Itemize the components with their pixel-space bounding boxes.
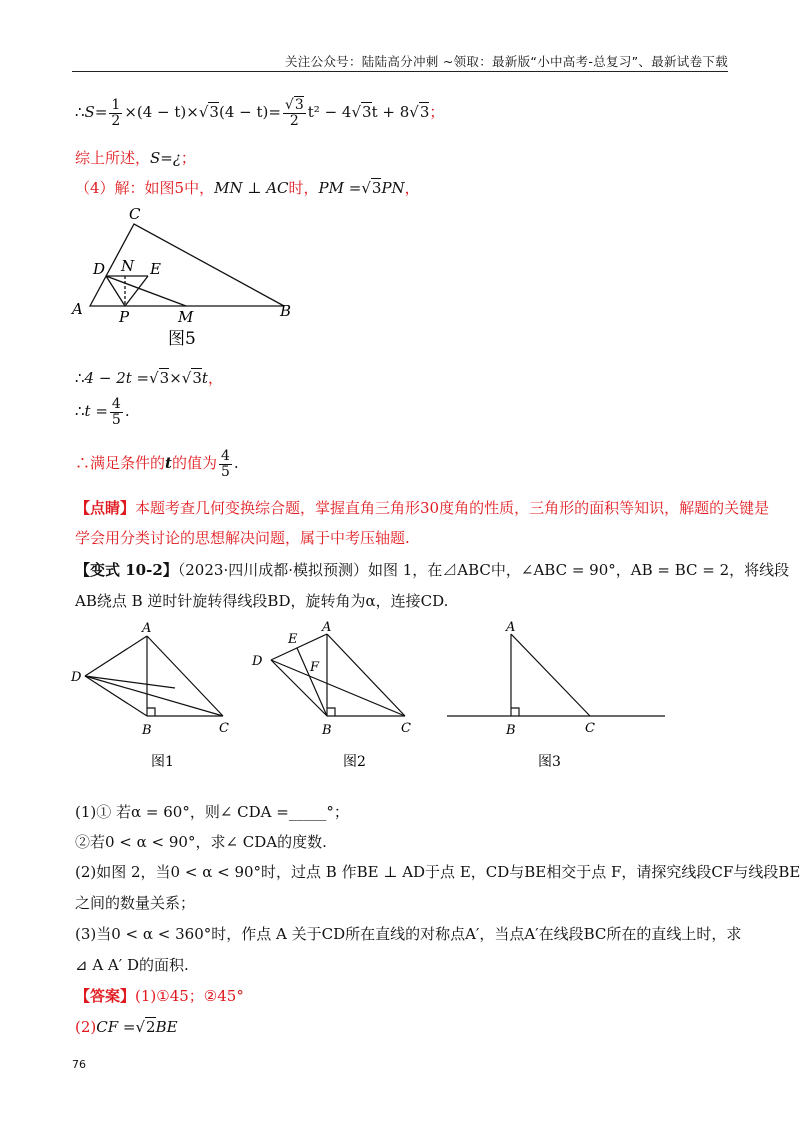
fraction-numerator: √3 bbox=[284, 97, 304, 113]
part4-line: （4）解：如图5中，MN ⊥ AC时，PM =√3PN， bbox=[75, 179, 420, 197]
label-e: E bbox=[150, 260, 161, 278]
fig3-label-a: A bbox=[506, 620, 516, 635]
page-header: 关注公众号：陆陆高分冲刺 ~领取：最新版“小中高考-总复习”、最新试卷下载 bbox=[284, 54, 728, 69]
question-2a: (2)如图 2，当0 < α < 90°时，过点 B 作BE ⊥ AD于点 E，CD与BE相交于点 F，请探究线段CF与线段BE bbox=[75, 863, 800, 881]
equation-line-1: ∴4 − 2t =√3×√3t， bbox=[75, 369, 223, 387]
s-formula-lead: S= bbox=[84, 103, 108, 122]
summary-end: ； bbox=[180, 149, 196, 167]
summary-line bbox=[75, 147, 196, 168]
fig2-label-b: B bbox=[322, 723, 332, 738]
s-part3: t² − 4 bbox=[307, 103, 352, 122]
problem-line-2: AB绕点 B 逆时针旋转得线段BD，旋转角为α，连接CD. bbox=[75, 592, 449, 610]
part4-mid: 时， bbox=[288, 179, 319, 197]
figure-1-lines bbox=[85, 636, 223, 716]
fig3-label-b: B bbox=[506, 723, 516, 738]
conclusion-lead: ∴满足条件的 bbox=[75, 454, 166, 473]
segment-dm bbox=[106, 276, 186, 306]
label-d: D bbox=[93, 260, 106, 278]
eq1-end: ， bbox=[207, 369, 223, 387]
sqrt-radicand: 3 bbox=[192, 369, 202, 387]
answer-tag: 【答案】 bbox=[75, 987, 136, 1005]
header-rule bbox=[72, 71, 728, 72]
label-p: P bbox=[119, 308, 130, 326]
comment-tag: 【点睛】 bbox=[75, 499, 136, 517]
answer-expr-a: CF = bbox=[96, 1018, 136, 1036]
fraction-numerator: 4 bbox=[220, 448, 230, 464]
question-1b: ②若0 < α < 90°，求∠ CDA的度数. bbox=[75, 833, 327, 851]
question-1a: (1)① 若α = 60°，则∠ CDA =_____°； bbox=[75, 803, 349, 821]
fraction-denominator: 2 bbox=[289, 112, 299, 129]
therefore-symbol: ∴ bbox=[75, 103, 85, 122]
label-b: B bbox=[280, 302, 292, 320]
therefore-symbol: ∴ bbox=[75, 369, 85, 387]
s-part4: t + 8 bbox=[371, 103, 410, 122]
fig2-label-d: D bbox=[252, 654, 263, 669]
t-end: . bbox=[124, 402, 130, 421]
label-n: N bbox=[121, 257, 135, 275]
part4-label: （4）解：如图5中， bbox=[75, 179, 215, 197]
figures-1-3 bbox=[65, 618, 685, 778]
conclusion-mid: 的值为 bbox=[171, 454, 217, 473]
fig1-caption: 图1 bbox=[151, 754, 174, 770]
sqrt-radicand: 3 bbox=[209, 103, 219, 122]
s-part2: (4 − t)= bbox=[218, 103, 281, 122]
part4-expr2-b: PN bbox=[381, 179, 405, 197]
conclusion-line bbox=[75, 449, 239, 479]
answer-part-2-lead: (2) bbox=[75, 1018, 97, 1036]
page-number: 76 bbox=[72, 1058, 86, 1071]
question-3b: ⊿ A A′ D的面积. bbox=[75, 956, 189, 974]
fig2-label-a: A bbox=[322, 620, 332, 635]
sqrt-radicand: 3 bbox=[371, 179, 382, 197]
figure-5-caption: 图5 bbox=[168, 329, 196, 349]
fig3-label-c: C bbox=[585, 721, 595, 736]
fig3-caption: 图3 bbox=[538, 754, 561, 770]
comment-text: 本题考查几何变换综合题，掌握直角三角形30度角的性质，三角形的面积等知识，解题的关键是 bbox=[135, 499, 770, 517]
part4-expr2-a: PM = bbox=[318, 179, 362, 197]
sqrt-radicand: 3 bbox=[294, 97, 304, 113]
comment-line-1 bbox=[75, 494, 769, 523]
eq1-times: × bbox=[169, 369, 182, 387]
s-part1: ×(4 − t)× bbox=[124, 103, 199, 122]
answer-expr-b: BE bbox=[155, 1018, 178, 1036]
fig1-label-b: B bbox=[142, 723, 152, 738]
sqrt-radicand: 2 bbox=[146, 1018, 156, 1036]
semicolon: ； bbox=[429, 103, 445, 122]
fraction-denominator: 5 bbox=[111, 411, 121, 428]
fig2-label-e: E bbox=[288, 632, 298, 647]
eq1-t: t bbox=[201, 369, 208, 387]
question-2b: 之间的数量关系； bbox=[75, 894, 196, 912]
segment-dp bbox=[106, 276, 125, 306]
fig2-caption: 图2 bbox=[343, 754, 366, 770]
label-a: A bbox=[72, 300, 83, 318]
conclusion-t: t bbox=[165, 454, 172, 473]
sqrt-radicand: 3 bbox=[419, 103, 430, 122]
conclusion-fraction bbox=[219, 449, 232, 479]
fraction-numerator: 4 bbox=[111, 396, 121, 412]
therefore-symbol: ∴ bbox=[75, 402, 85, 421]
label-m: M bbox=[178, 308, 194, 326]
answer-line-2: (2)CF =√2BE bbox=[75, 1018, 178, 1036]
fig1-label-d: D bbox=[71, 670, 82, 685]
fraction-denominator: 5 bbox=[220, 463, 230, 480]
fig1-label-c: C bbox=[219, 721, 229, 736]
summary-expr: S=¿ bbox=[150, 149, 181, 167]
part4-expr1: MN ⊥ AC bbox=[214, 179, 289, 197]
conclusion-end: . bbox=[233, 454, 239, 473]
figure-3-lines bbox=[447, 634, 665, 716]
question-3a: (3)当0 < α < 360°时，作点 A 关于CD所在直线的对称点A′，当点A′在线段BC所在的直线上时，求 bbox=[75, 925, 742, 943]
comment-line-2: 学会用分类讨论的思想解决问题，属于中考压轴题. bbox=[75, 529, 410, 547]
problem-text: （2023·四川成都·模拟预测）如图 1，在⊿ABC中，∠ABC = 90°，AB = BC = 2，将线段 bbox=[177, 561, 790, 579]
eq1-lhs: 4 − 2t = bbox=[84, 369, 150, 387]
sqrt-radicand: 3 bbox=[159, 369, 170, 387]
answer-line-1 bbox=[75, 982, 244, 1011]
figure-5 bbox=[68, 200, 308, 350]
triangle-abc bbox=[90, 224, 284, 306]
half-fraction bbox=[109, 98, 122, 128]
answer-part-1: (1)①45；②45° bbox=[135, 987, 244, 1005]
t-lead: t = bbox=[84, 402, 108, 421]
t-fraction bbox=[110, 397, 123, 427]
part4-end: ， bbox=[404, 179, 420, 197]
fraction-numerator: 1 bbox=[111, 97, 121, 113]
sqrt-radicand: 3 bbox=[362, 103, 372, 122]
label-c: C bbox=[129, 205, 141, 223]
root3-half-fraction bbox=[283, 98, 306, 128]
problem-line-1 bbox=[75, 556, 789, 585]
s-formula-line: ∴S= $\frac{1}{2}$ ×(4 − t)×√3(4 − t)= $\frac{√3}{2}$ t² − 4√3t + 8√3； bbox=[75, 97, 445, 129]
fig2-label-f: F bbox=[310, 660, 320, 675]
summary-label: 综上所述， bbox=[75, 149, 151, 167]
fig1-label-a: A bbox=[142, 621, 152, 636]
fraction-denominator: 2 bbox=[111, 112, 121, 129]
fig2-label-c: C bbox=[401, 721, 411, 736]
t-value-line bbox=[75, 397, 130, 427]
problem-tag: 【变式 10-2】 bbox=[75, 561, 178, 579]
